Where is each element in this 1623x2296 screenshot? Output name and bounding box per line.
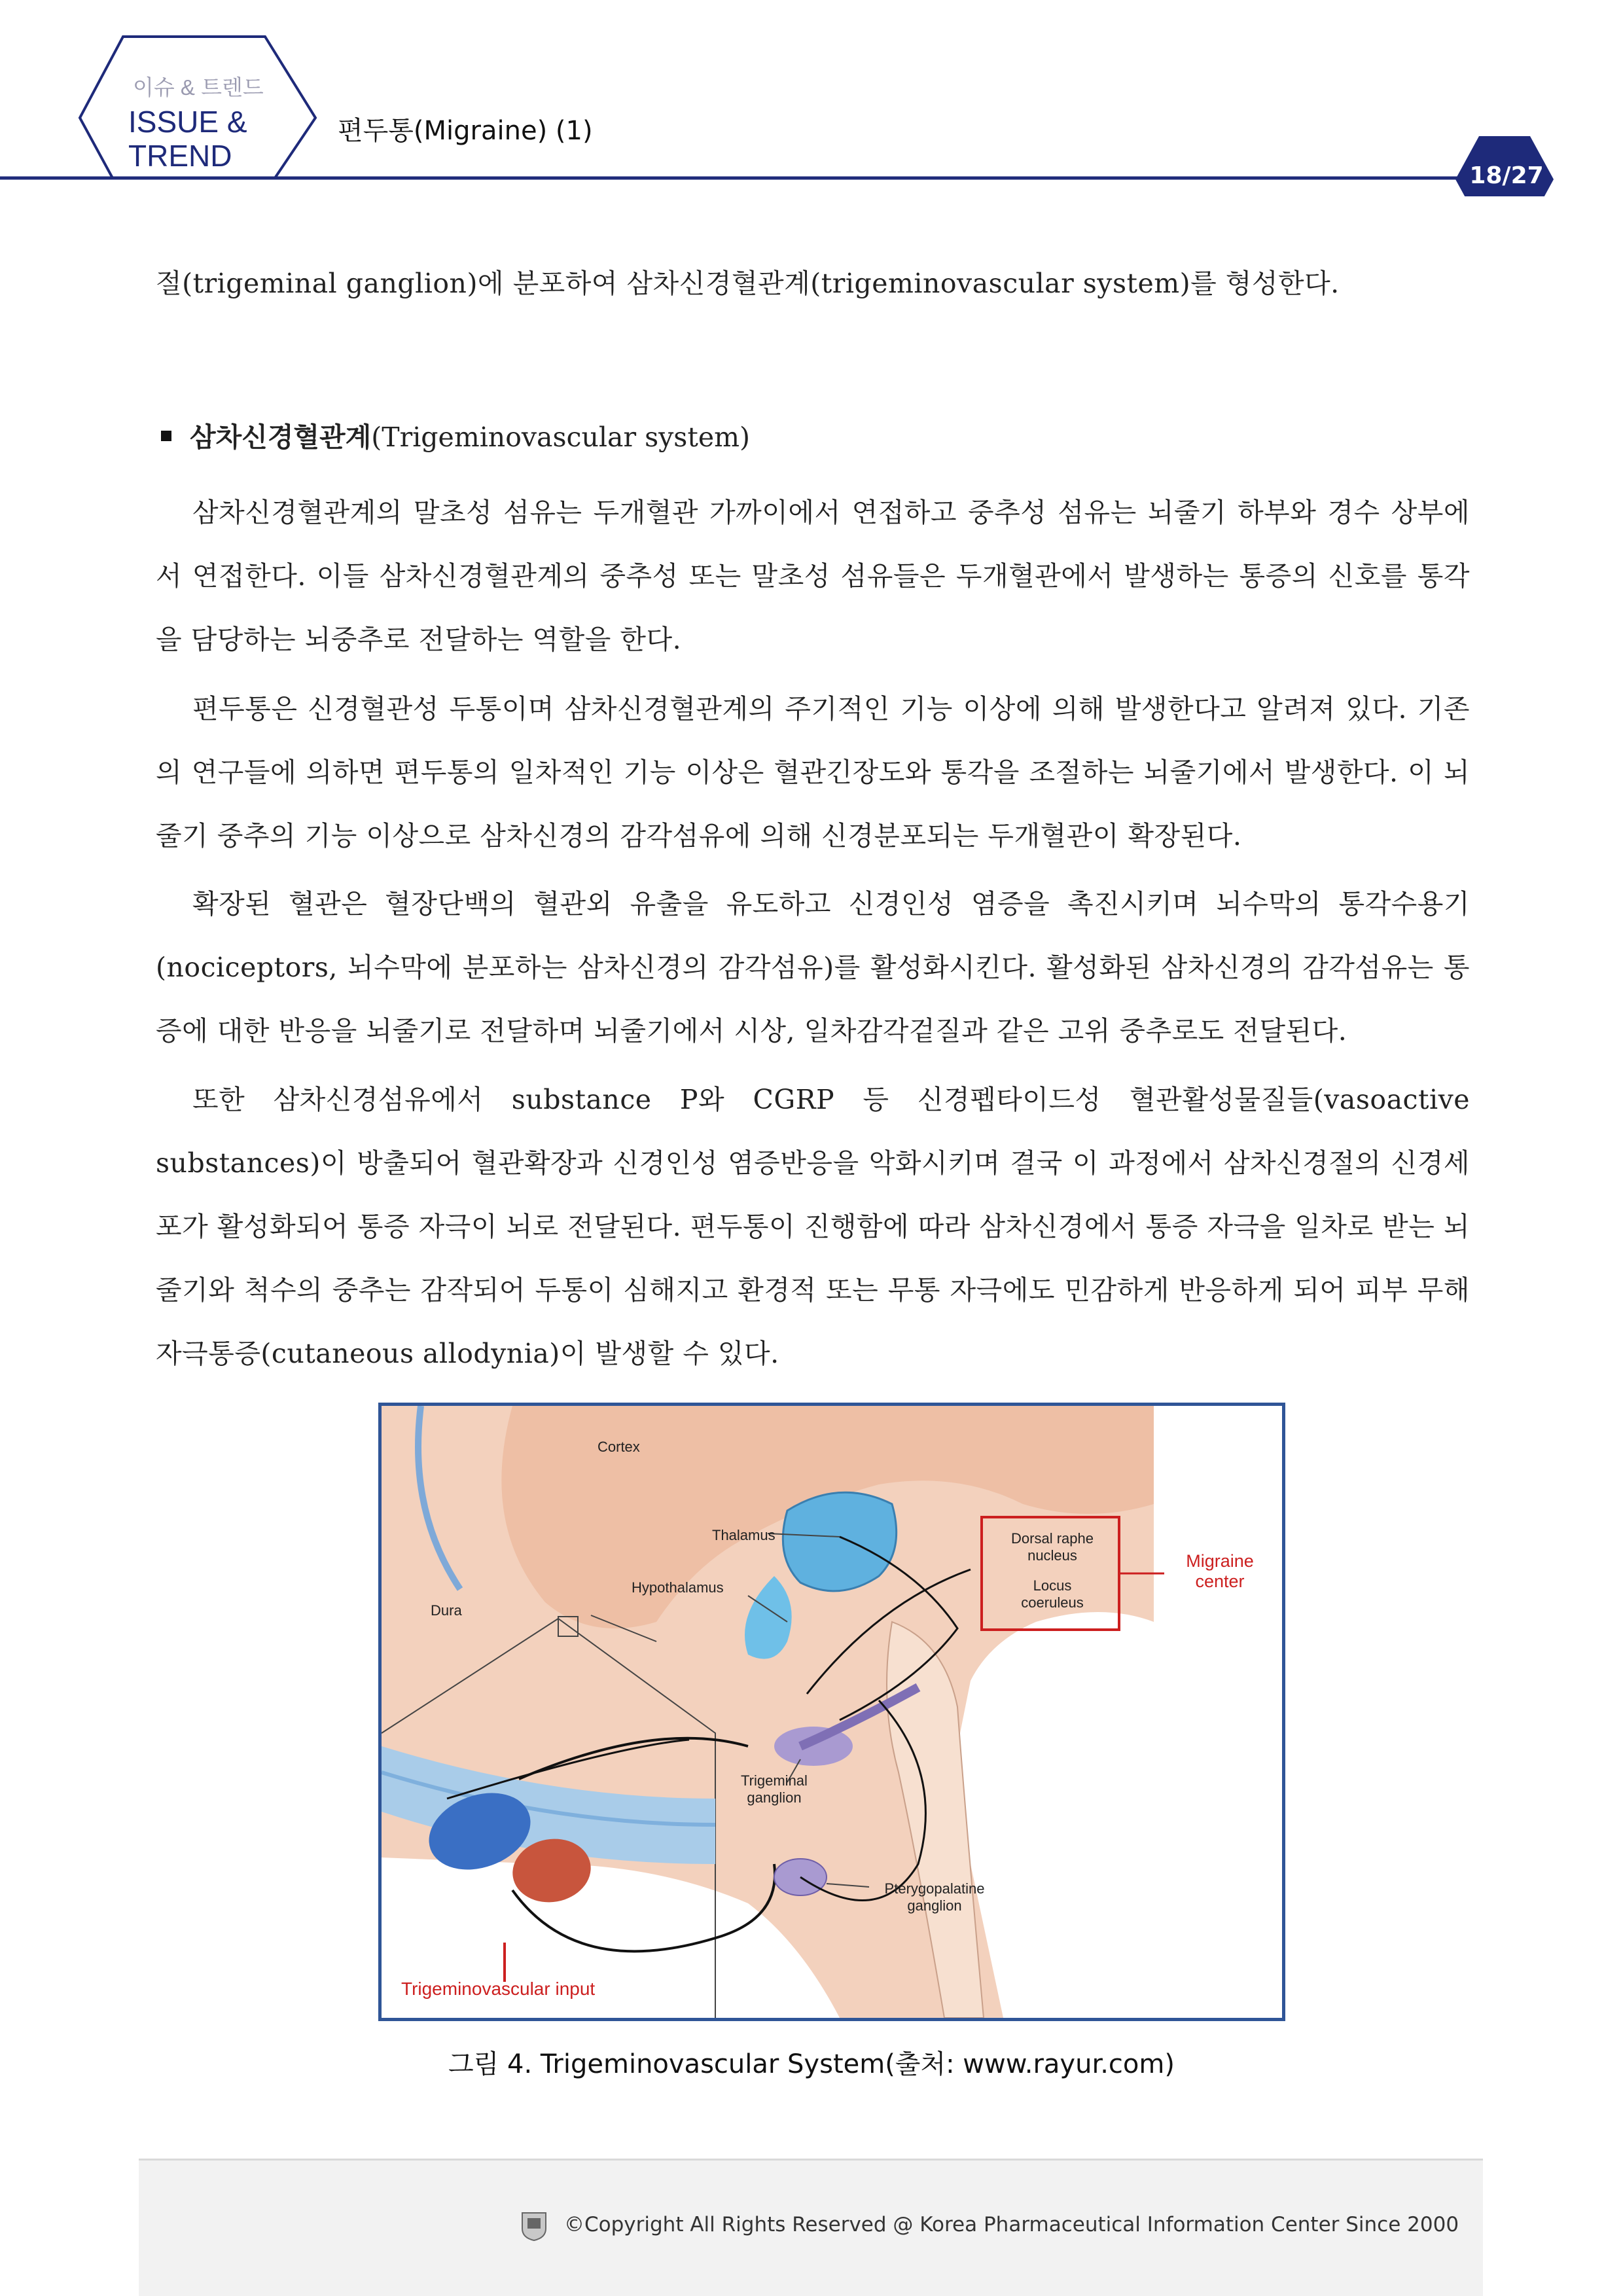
badge-line-1: ISSUE & [128, 105, 247, 139]
copyright-text: ©Copyright All Rights Reserved @ Korea Pharmaceutical Information Center Since 2000 [564, 2213, 1459, 2236]
figure-caption: 그림 4. Trigeminovascular System(출처: www.rayur.com) [448, 2049, 1175, 2079]
label-trigeminal-ganglion [722, 1772, 827, 1806]
label-migraine-2: center [1195, 1571, 1245, 1591]
badge-title [128, 105, 247, 173]
badge-line-2: TREND [128, 139, 232, 173]
page-footer [139, 2159, 1483, 2296]
label-ptery-1: Pterygopalatine [884, 1880, 985, 1897]
label-cortex: Cortex [597, 1439, 640, 1455]
label-dura: Dura [431, 1602, 462, 1619]
label-migraine-center [1164, 1551, 1275, 1592]
label-locus [990, 1577, 1115, 1611]
label-migraine-1: Migraine [1186, 1551, 1254, 1571]
section-heading-bold: 삼차신경혈관계 [190, 422, 372, 453]
page-number: 18/27 [1469, 162, 1544, 189]
trigeminovascular-figure [378, 1403, 1285, 2021]
paragraph-2: 편두통은 신경혈관성 두통이며 삼차신경혈관계의 주기적인 기능 이상에 의해 발생한다고 알려져 있다. 기존의 연구들에 의하면 편두통의 일차적인 기능 이상은 혈관긴장도와 통각을 조절하는 뇌줄기에서 발생한다. 이 뇌줄기 중추의 기능 이상으로 삼차신경의 감각섬유에 의해 신경분포되는 두개혈관이 확장된다. [156, 693, 1470, 852]
bullet-square-icon [161, 431, 171, 441]
label-locus-1: Locus [1033, 1577, 1072, 1594]
label-thalamus: Thalamus [712, 1527, 776, 1543]
thalamus-shape [783, 1492, 896, 1591]
paragraph-1: 삼차신경혈관계의 말초성 섬유는 두개혈관 가까이에서 연접하고 중추성 섬유는 뇌줄기 하부와 경수 상부에서 연접한다. 이들 삼차신경혈관계의 중추성 또는 말초성 섬유들은 두개혈관에서 발생하는 통증의 신호를 통각을 담당하는 뇌중추로 전달하는 역할을 한다. [156, 497, 1470, 655]
label-pterygopalatine-ganglion [869, 1880, 1000, 1914]
document-title: 편두통(Migraine) (1) [338, 116, 593, 146]
section-heading [161, 418, 750, 457]
page-header [0, 0, 1623, 196]
label-dorsal-raphe-2: nucleus [1027, 1547, 1077, 1564]
paragraph-3: 확장된 혈관은 혈장단백의 혈관외 유출을 유도하고 신경인성 염증을 촉진시키며 뇌수막의 통각수용기(nociceptors, 뇌수막에 분포하는 삼차신경의 감각섬유)를 활성화시킨다. 활성화된 삼차신경의 감각섬유는 통증에 대한 반응을 뇌줄기로 전달하며 뇌줄기에서 시상, 일차감각겉질과 같은 고위 중추로도 전달된다. [156, 888, 1470, 1047]
label-dorsal-raphe [990, 1530, 1115, 1564]
paragraph-4: 또한 삼차신경섬유에서 substance P와 CGRP 등 신경펩타이드성 혈관활성물질들(vasoactive substances)이 방출되어 혈관확장과 신경인성 염증반응을 악화시키며 결국 이 과정에서 삼차신경절의 신경세포가 활성화되어 통증 자극이 뇌로 전달된다. 편두통이 진행함에 따라 삼차신경에서 통증 자극을 일차로 받는 뇌줄기와 척수의 중추는 감작되어 두통이 심해지고 환경적 또는 무통 자극에도 민감하게 반응하게 되어 피부 무해자극통증(cutaneous allodynia)이 발생할 수 있다. [156, 1084, 1470, 1369]
label-trigeminal-1: Trigeminal [741, 1772, 808, 1789]
label-dorsal-raphe-1: Dorsal raphe [1011, 1530, 1094, 1547]
label-hypothalamus: Hypothalamus [632, 1579, 724, 1596]
label-locus-2: coeruleus [1021, 1594, 1084, 1611]
label-ptery-2: ganglion [907, 1897, 962, 1914]
badge-korean-label: 이슈 & 트렌드 [133, 75, 264, 99]
intro-line: 절(trigeminal ganglion)에 분포하여 삼차신경혈관계(trigeminovascular system)를 형성한다. [156, 268, 1340, 299]
label-trigeminovascular-input: Trigeminovascular input [401, 1979, 596, 1999]
figure-illustration [382, 1406, 1282, 2018]
kpic-logo-icon [520, 2210, 548, 2242]
label-trigeminal-2: ganglion [747, 1789, 802, 1806]
section-heading-rest: (Trigeminovascular system) [371, 422, 750, 453]
